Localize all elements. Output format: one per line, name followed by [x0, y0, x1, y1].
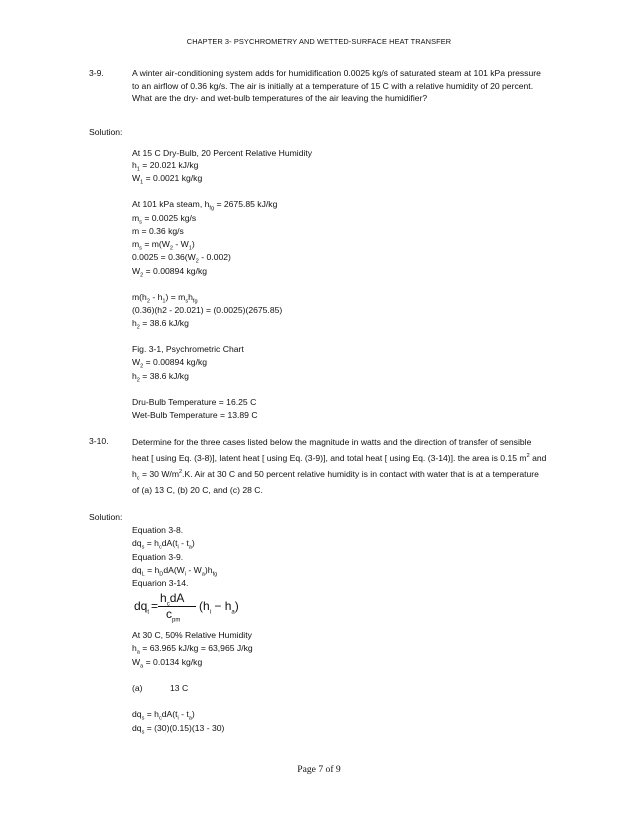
equation-3-14-label: Equarion 3-14. — [132, 578, 189, 588]
mass-balance-numeric: $0.0025 = 0.36(W_2 - 0.002)$ — [132, 252, 231, 265]
equation-3-9-label: Equation 3-9. — [132, 552, 184, 562]
problem-3-10-statement — [132, 434, 552, 498]
steam-condition: At 101 kPa steam, $h_{fg} = 2675.85$ kJ/kg — [132, 199, 278, 212]
problem-3-10-line-2: heat [ using Eq. (3-8)], latent heat [ using Eq. (3-9)], and total heat [ using Eq. (3-14)]. the area is 0.15 $m^2$ and — [132, 453, 547, 463]
equation-3-8-body: $dq_s = h_cdA(t_i - t_a)$ — [132, 538, 195, 551]
page-footer: Page 7 of 9 — [297, 764, 341, 775]
state-1-condition: At 15 C Dry-Bulb, 20 Percent Relative Humidity — [132, 148, 313, 158]
w1-value: $W_1 = 0.0021$ kg/kg — [132, 173, 203, 186]
air-condition: At 30 C, 50% Relative Humidity — [132, 630, 252, 640]
w2-value: $W_2 = 0.00894$ kg/kg — [132, 266, 208, 279]
equation-3-14-formula: $dq_t$ = $h_cdA$ $c_{pm}$ $(h_i - h_a)$ — [134, 591, 239, 624]
h2-value: $h_2 = 38.6$ kJ/kg — [132, 318, 189, 331]
energy-balance-eq: $m(h_2 - h_1) = m_sh_{fg}$ — [132, 292, 198, 305]
equation-3-8-label: Equation 3-8. — [132, 525, 184, 535]
w2-value-chart: $W_2 = 0.00894$ kg/kg — [132, 357, 208, 370]
case-a-sensible-numeric: $dq_s = (30)(0.15)(13 - 30)$ — [132, 723, 225, 736]
ha-value: $h_a = 63.965$ kJ/kg = 63,965 J/kg — [132, 643, 253, 656]
m-value: m = 0.36 kg/s — [132, 226, 184, 236]
problem-number-3-10: 3-10. — [89, 436, 109, 446]
wa-value: $W_a = 0.0134$ kg/kg — [132, 657, 203, 670]
dry-bulb-result: Dru-Bulb Temperature = 16.25 C — [132, 397, 257, 407]
mass-balance-eq: $m_s = m(W_2 - W_1)$ — [132, 239, 195, 252]
chapter-header: CHAPTER 3- PSYCHROMETRY AND WETTED-SURFACE HEAT TRANSFER — [186, 37, 452, 46]
problem-3-9-line-3: What are the dry- and wet-bulb temperatures of the air leaving the humidifier? — [132, 93, 428, 103]
ms-value: $m_s = 0.0025$ kg/s — [132, 213, 197, 226]
case-a-sensible-eq: $dq_s = h_cdA(t_i - t_a)$ — [132, 709, 195, 722]
problem-3-10-line-4: of (a) 13 C, (b) 20 C, and (c) 28 C. — [132, 485, 263, 495]
problem-3-9-statement — [132, 67, 552, 105]
energy-balance-numeric: (0.36)(h2 - 20.021) = (0.0025)(2675.85) — [132, 305, 283, 315]
figure-reference: Fig. 3-1, Psychrometric Chart — [132, 344, 244, 354]
problem-3-9-line-2: to an airflow of 0.36 kg/s. The air is initially at a temperature of 15 C with a relative humidity of 20 percent. — [132, 80, 534, 91]
wet-bulb-result: Wet-Bulb Temperature = 13.89 C — [132, 410, 258, 420]
solution-label-3-10: Solution: — [89, 512, 123, 522]
equation-3-9-body: $dq_L = h_DdA(W_i - W_a)h_{fg}$ — [132, 565, 218, 578]
problem-3-10-line-1: Determine for the three cases listed below the magnitude in watts and the direction of transfer of sensible — [132, 437, 532, 447]
problem-3-10-line-3: $h_c = 30$ $W/m^2.K$. Air at 30 C and 50 percent relative humidity is in contact with water that is at a temperature — [132, 469, 539, 482]
solution-label-3-9: Solution: — [89, 127, 123, 137]
h1-value: $h_1 = 20.021$ kJ/kg — [132, 160, 199, 173]
h2-value-chart: $h_2 = 38.6$ kJ/kg — [132, 371, 189, 384]
problem-3-9-line-1: A winter air-conditioning system adds for humidification 0.0025 kg/s of saturated steam at 101 kPa pressure — [132, 68, 541, 78]
case-a-temperature: 13 C — [170, 683, 189, 693]
problem-number-3-9: 3-9. — [89, 68, 104, 78]
case-a-label: (a) — [132, 683, 143, 693]
